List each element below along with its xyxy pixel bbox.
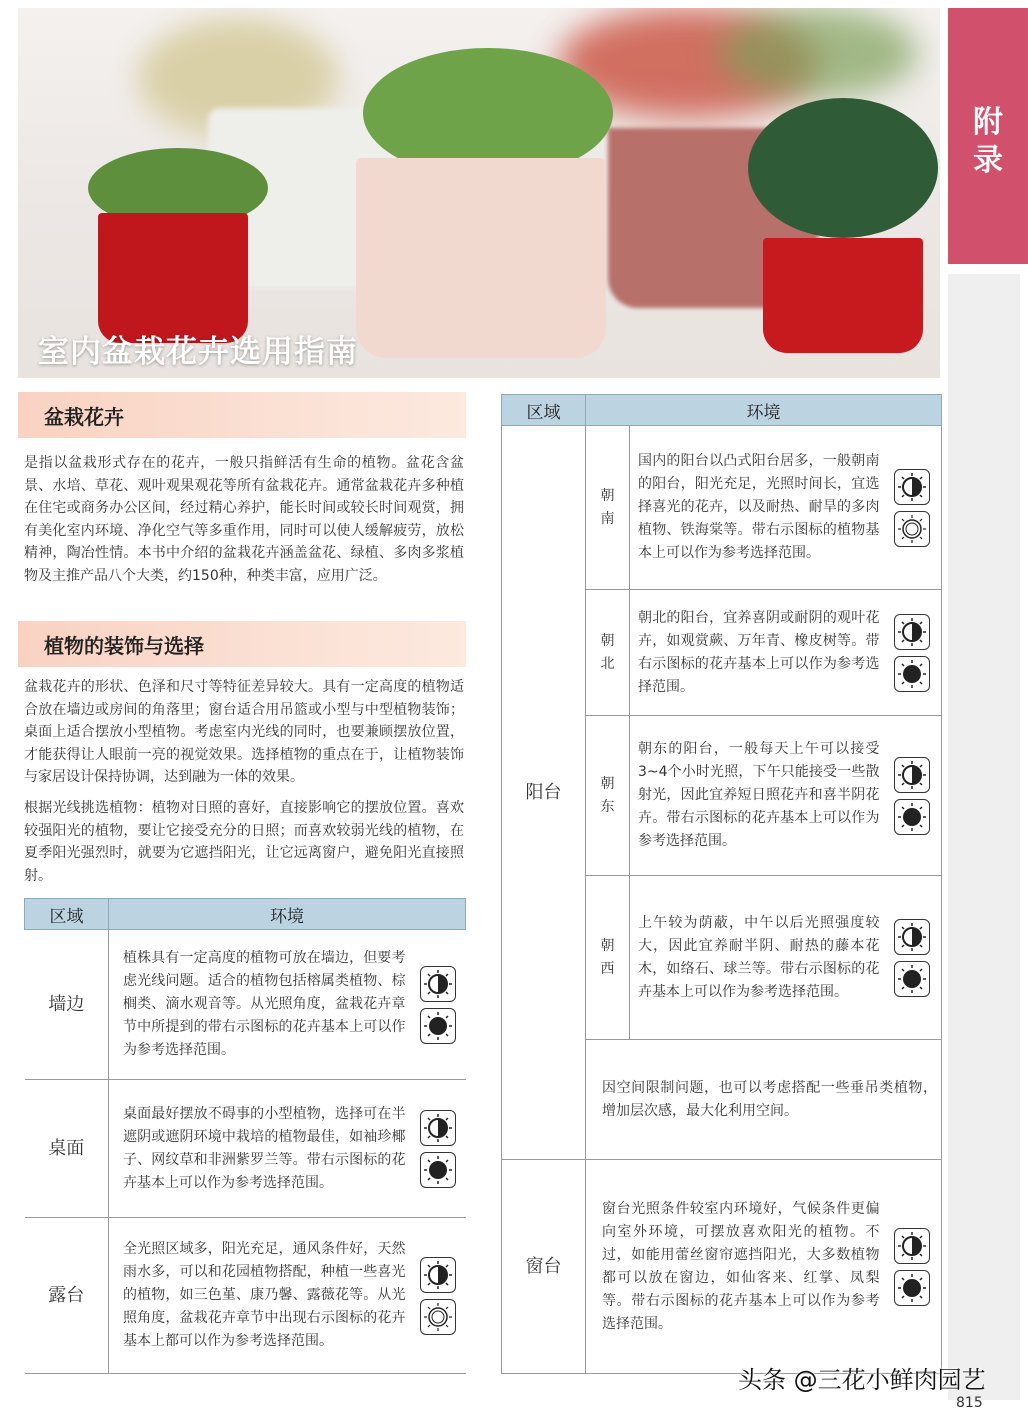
table-row: [25, 930, 466, 1080]
env-cell: 国内的阳台以凸式阳台居多，一般朝南的阳台，阳光充足，光照时间长，宜选择喜光的花卉，以及耐热、耐旱的多肉植物、铁海棠等。带右示图标的植物基本上可以作为参考选择范围。: [630, 426, 884, 590]
hero-image: [18, 8, 940, 378]
half-shade-icon: [420, 1257, 456, 1293]
decoration-paragraph: 盆栽花卉的形状、色泽和尺寸等特征差异较大。具有一定高度的植物适合放在墙边或房间的角落里；窗台适合用吊篮或小型与中型植物装饰；桌面上适合摆放小型植物。考虑室内光线的同时，也要兼顾摆放位置，才能获得让人眼前一亮的视觉效果。选择植物的重点在于，让植物装饰与家居设计保持协调，达到融为一体的效果。: [24, 679, 464, 785]
zone-cell-windowsill: 窗台: [502, 1160, 586, 1374]
env-header: 环境: [586, 395, 942, 426]
zone-cell-balcony: 阳台: [502, 426, 586, 1160]
direction-label: 朝西: [600, 937, 615, 977]
direction-cell: [586, 876, 630, 1040]
table-row: [25, 1080, 466, 1218]
direction-label: 朝南: [600, 487, 615, 527]
direction-label: 朝东: [600, 775, 615, 815]
watermark: 头条 @三花小鲜肉园艺: [738, 1366, 986, 1394]
full-sun-icon: [894, 511, 930, 547]
full-shade-icon: [420, 1152, 456, 1188]
section-heading-text: 植物的装饰与选择: [44, 634, 204, 658]
zone-cell: 墙边: [25, 930, 109, 1080]
full-sun-icon: [420, 1299, 456, 1335]
env-cell: 全光照区域多，阳光充足，通风条件好，天然雨水多，可以和花园植物搭配，种植一些喜光的植物，如三色堇、康乃馨、露薇花等。从光照角度，盆栽花卉章节中出现右示图标的花卉基本上都可以作为参考选择范围。: [109, 1218, 410, 1374]
half-shade-icon: [420, 966, 456, 1002]
full-shade-icon: [894, 656, 930, 692]
light-icons: [883, 1160, 941, 1374]
page-title: 室内盆栽花卉选用指南: [38, 334, 358, 370]
appendix-tab: [948, 8, 1028, 264]
half-shade-icon: [420, 1110, 456, 1146]
full-shade-icon: [420, 1008, 456, 1044]
location-table-left: [24, 898, 466, 1374]
half-shade-icon: [894, 614, 930, 650]
light-icons: [410, 1080, 466, 1218]
env-header: 环境: [109, 899, 466, 930]
direction-cell: [586, 716, 630, 876]
zone-cell: 桌面: [25, 1080, 109, 1218]
full-shade-icon: [894, 799, 930, 835]
zone-cell: 露台: [25, 1218, 109, 1374]
half-shade-icon: [894, 919, 930, 955]
light-icons: [410, 930, 466, 1080]
full-shade-icon: [894, 1270, 930, 1306]
intro-paragraph: 是指以盆栽形式存在的花卉，一般只指鲜活有生命的植物。盆花含盆景、水培、草花、观叶观果观花等所有盆栽花卉。通常盆栽花卉多种植在住宅或商务办公区间，经过精心养护，能长时间或较长时间观赏，拥有美化室内环境、净化空气等多重作用，同时可以使人缓解疲劳，放松精神，陶冶性情。本书中介绍的盆栽花卉涵盖盆花、绿植、多肉多浆植物及主推产品八个大类，约150种，种类丰富，应用广泛。: [24, 455, 464, 584]
zone-header: 区域: [502, 395, 586, 426]
light-icons: [883, 716, 941, 876]
light-icons: [883, 426, 941, 590]
full-shade-icon: [894, 961, 930, 997]
location-table-right: [501, 394, 942, 1374]
half-shade-icon: [894, 757, 930, 793]
light-icons: [410, 1218, 466, 1374]
env-cell: 桌面最好摆放不碍事的小型植物，选择可在半遮阴或遮阴环境中栽培的植物最佳，如袖珍椰子、网纹草和非洲紫罗兰等。带右示图标的花卉基本上可以作为参考选择范围。: [109, 1080, 410, 1218]
table-row: [502, 426, 942, 590]
light-selection-paragraph: 根据光线挑选植物：植物对日照的喜好，直接影响它的摆放位置。喜欢较强阳光的植物，要让它接受充分的日照；而喜欢较弱光线的植物，在夏季阳光强烈时，就要为它遮挡阳光，让它远离窗户，避免阳光直接照射。: [24, 800, 464, 884]
side-strip: [948, 274, 1020, 1400]
half-shade-icon: [894, 469, 930, 505]
balcony-note-cell: 因空间限制问题，也可以考虑搭配一些垂吊类植物，增加层次感，最大化利用空间。: [586, 1040, 942, 1160]
section-heading-potted-flowers: [18, 392, 466, 438]
env-cell: 朝东的阳台，一般每天上午可以接受3~4个小时光照，下午只能接受一些散射光，因此宜养短日照花卉和喜半阴花卉。带右示图标的花卉基本上可以作为参考选择范围。: [630, 716, 884, 876]
env-cell: 上午较为荫蔽，中午以后光照强度较大，因此宜养耐半阴、耐热的藤本花木，如络石、球兰等。带右示图标的花卉基本上可以作为参考选择范围。: [630, 876, 884, 1040]
section-heading-decoration: [18, 621, 466, 667]
appendix-label: 附 录: [973, 105, 1003, 178]
env-cell: 植株具有一定高度的植物可放在墙边，但要考虑光线问题。适合的植物包括榕属类植物、棕榈类、滴水观音等。从光照角度，盆栽花卉章节中所提到的带右示图标的花卉基本上可以作为参考选择范围。: [109, 930, 410, 1080]
light-icons: [883, 590, 941, 716]
env-cell: 窗台光照条件较室内环境好，气候条件更偏向室外环境，可摆放喜欢阳光的植物。不过，如能用蕾丝窗帘遮挡阳光，大多数植物都可以放在窗边，如仙客来、红掌、凤梨等。带右示图标的花卉基本上可以作为参考选择范围。: [586, 1160, 884, 1374]
zone-header: 区域: [25, 899, 109, 930]
table-row: [502, 1160, 942, 1374]
direction-cell: [586, 590, 630, 716]
env-cell: 朝北的阳台，宜养喜阴或耐阴的观叶花卉，如观赏蕨、万年青、橡皮树等。带右示图标的花卉基本上可以作为参考选择范围。: [630, 590, 884, 716]
section-heading-text: 盆栽花卉: [44, 405, 124, 429]
direction-cell: [586, 426, 630, 590]
half-shade-icon: [894, 1228, 930, 1264]
page-number: 815: [956, 1395, 983, 1411]
table-row: [25, 1218, 466, 1374]
light-icons: [883, 876, 941, 1040]
direction-label: 朝北: [600, 632, 615, 672]
